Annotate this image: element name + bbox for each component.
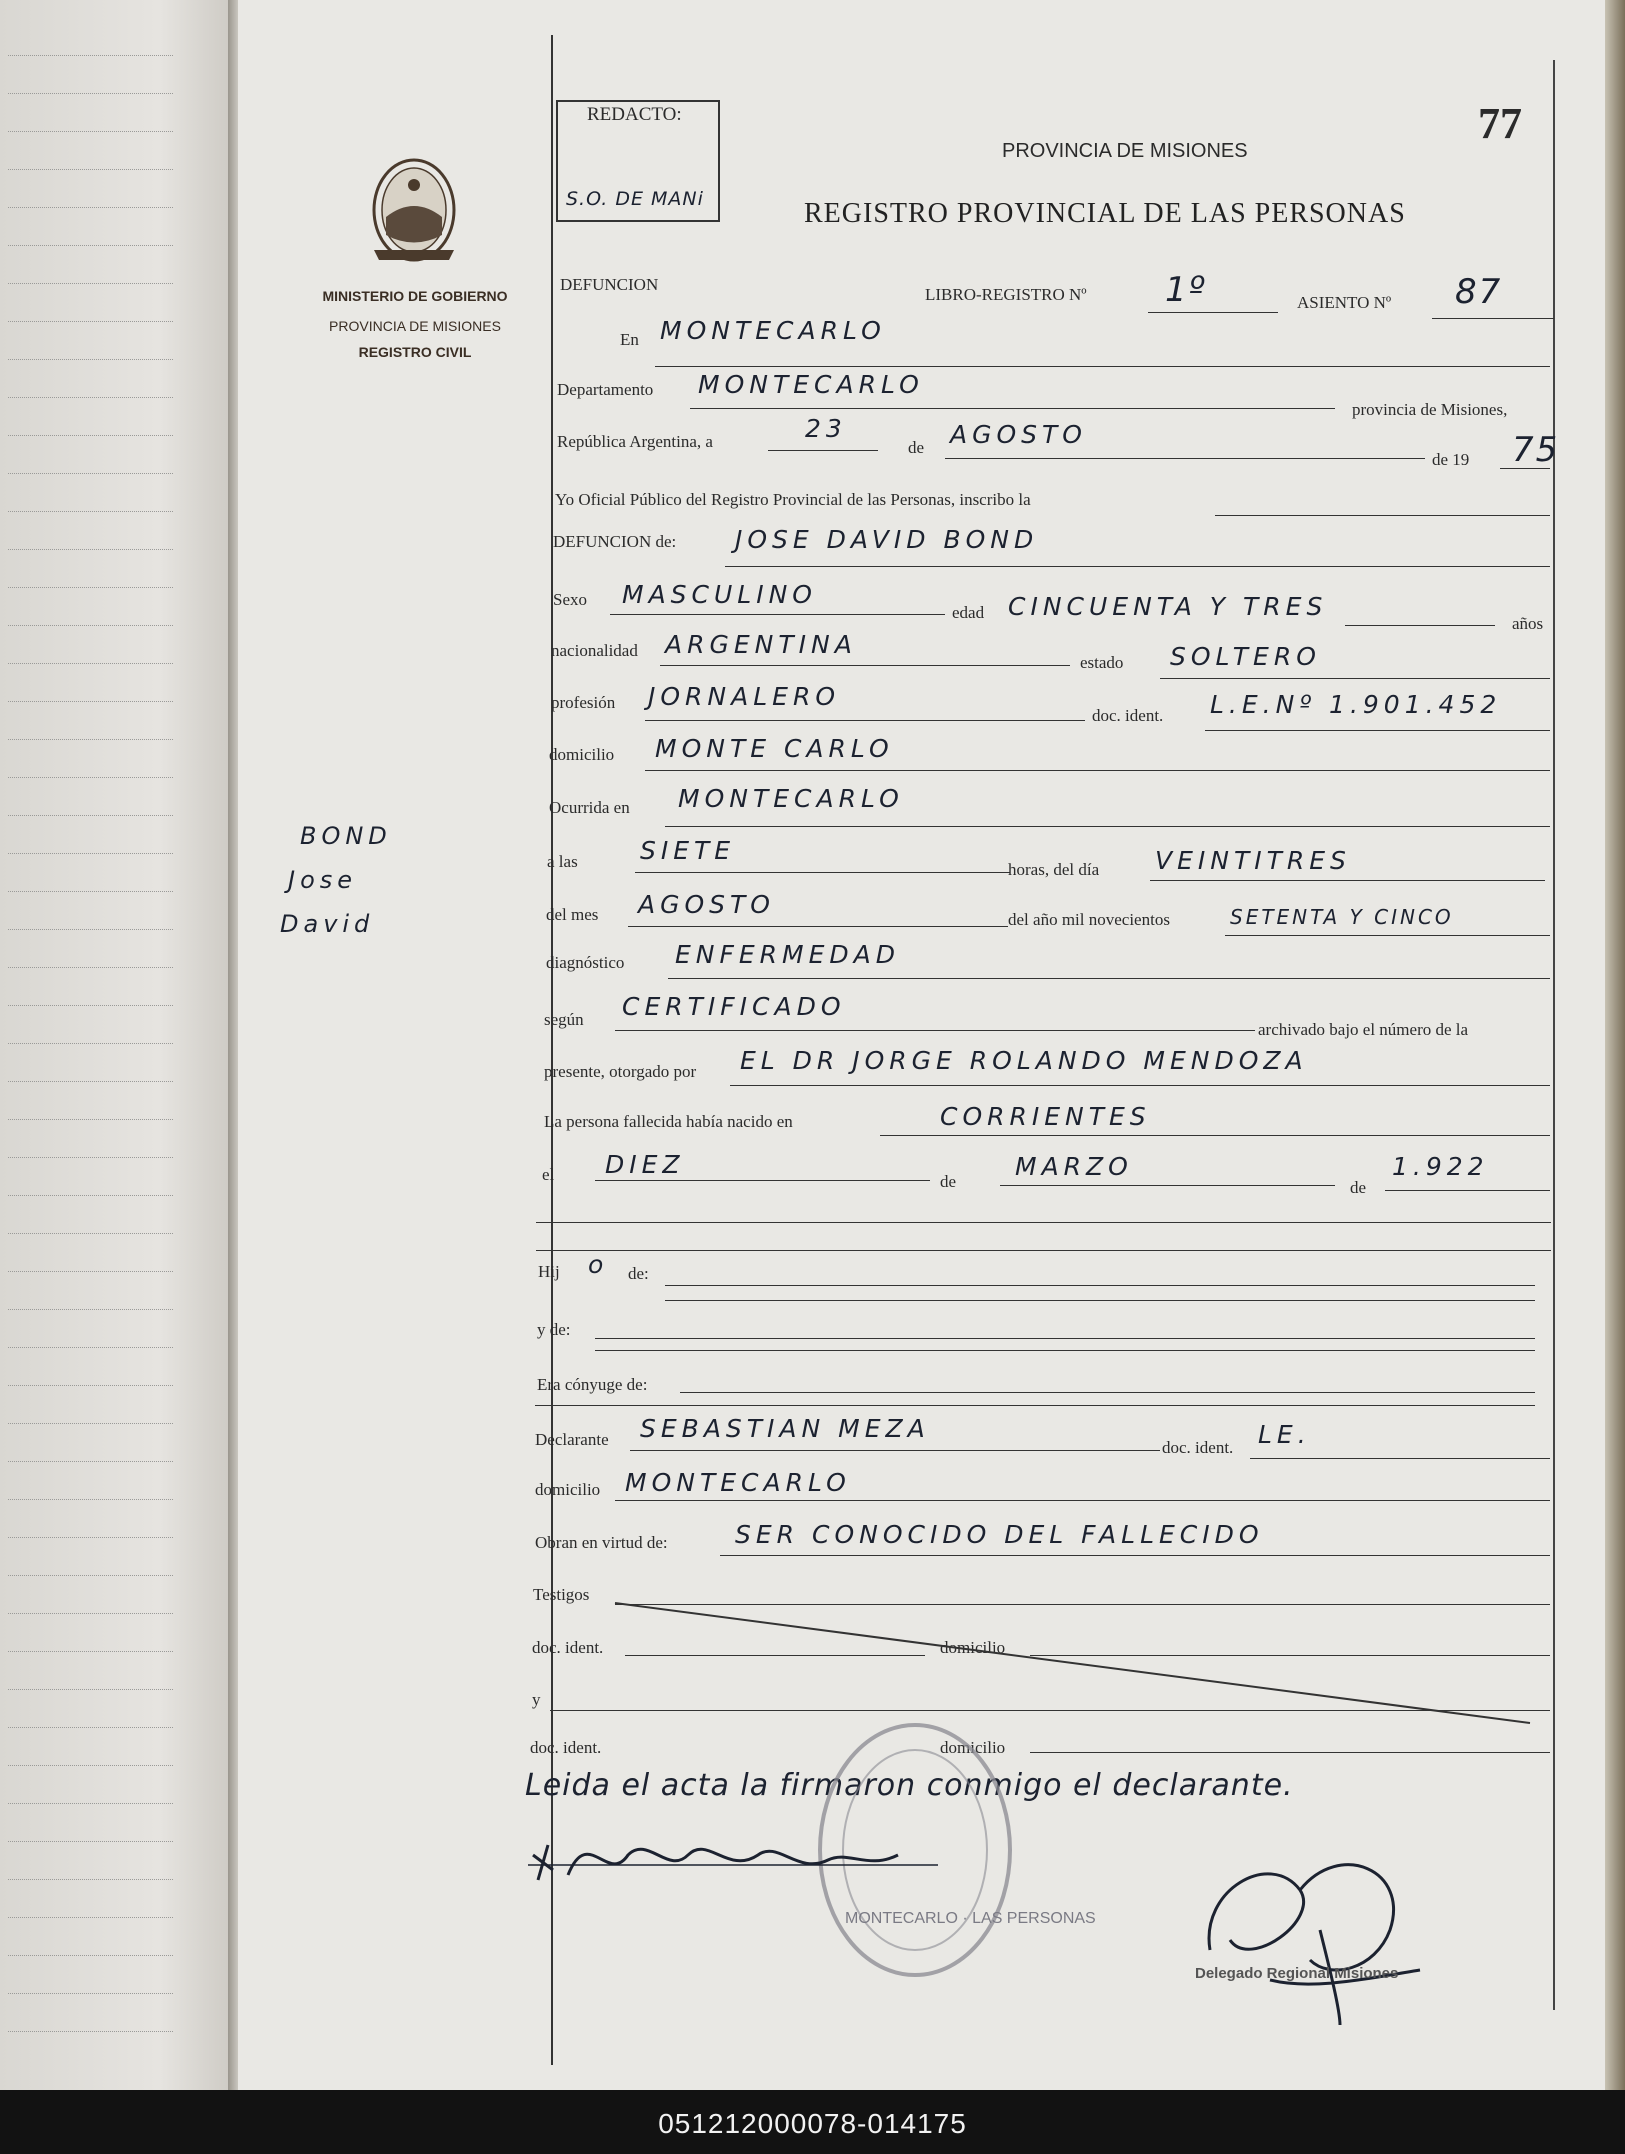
provincia-label: provincia de Misiones, [1352, 400, 1508, 419]
left-page-rule [8, 1499, 173, 1500]
sexo-line [610, 614, 945, 615]
y-label: y [532, 1690, 541, 1709]
left-page-rule [8, 1841, 173, 1842]
birth-day-line [595, 1180, 930, 1181]
left-page-rule [8, 625, 173, 626]
profesion-value: JORNALERO [648, 682, 840, 711]
hijo-line-2 [665, 1300, 1535, 1301]
dia-line [1150, 880, 1545, 881]
province-heading: PROVINCIA DE MISIONES [1002, 140, 1248, 162]
birth-year-line [1385, 1190, 1550, 1191]
left-page-rule [8, 2031, 173, 2032]
mes-label: del mes [546, 905, 599, 924]
diagnostico-label: diagnóstico [546, 953, 625, 972]
left-page [0, 0, 228, 2090]
nacido-line [880, 1135, 1550, 1136]
year-value: 75 [1512, 430, 1560, 470]
left-page-rule [8, 1727, 173, 1728]
left-page-rule [8, 739, 173, 740]
domicilio-value: MONTE CARLO [655, 734, 894, 763]
ocurrida-label: Ocurrida en [549, 798, 630, 817]
segun-value: CERTIFICADO [622, 992, 846, 1021]
deceased-name: JOSE DAVID BOND [735, 525, 1039, 554]
hora-value: SIETE [640, 836, 736, 865]
hijo-de-label: de: [628, 1264, 649, 1283]
left-page-rule [8, 815, 173, 816]
declarante-line [630, 1450, 1160, 1451]
official-signature [1190, 1830, 1430, 2030]
republica-label: República Argentina, a [557, 432, 713, 451]
left-page-rule [8, 1993, 173, 1994]
margin-middle-name: David [280, 910, 375, 938]
left-page-rule [8, 397, 173, 398]
margin-surname: BOND [300, 822, 392, 850]
section-rule [536, 1222, 1551, 1223]
asiento-line [1432, 318, 1554, 319]
horas-label: horas, del día [1008, 860, 1100, 879]
yde-line [595, 1338, 1535, 1339]
birth-day-value: DIEZ [605, 1150, 685, 1179]
left-page-rule [8, 435, 173, 436]
ano-label: del año mil novecientos [1008, 910, 1170, 929]
left-page-rule [8, 245, 173, 246]
day-value: 23 [805, 414, 847, 443]
left-page-rule [8, 587, 173, 588]
left-page-rule [8, 1917, 173, 1918]
presente-line [730, 1085, 1550, 1086]
oficial-text: Yo Oficial Público del Registro Provincial de las Personas, inscribo la [555, 490, 1031, 509]
departamento-label: Departamento [557, 380, 654, 399]
libro-line [1148, 312, 1278, 313]
mes-value: AGOSTO [638, 890, 775, 919]
left-page-rule [8, 1879, 173, 1880]
obran-line [720, 1555, 1550, 1556]
left-page-rule [8, 55, 173, 56]
month-value: AGOSTO [950, 420, 1087, 449]
domicilio-line [645, 770, 1550, 771]
doc-label: doc. ident. [1092, 706, 1164, 725]
yde-label: y de: [537, 1320, 571, 1339]
profesion-label: profesión [551, 693, 616, 712]
left-page-rule [8, 1613, 173, 1614]
nacionalidad-line [660, 665, 1070, 666]
dia-value: VEINTITRES [1155, 846, 1351, 875]
left-page-rule [8, 1651, 173, 1652]
redacto-label: REDACTO: [587, 104, 682, 125]
form-right-border [1553, 60, 1555, 2010]
scan-id: 051212000078-014175 [658, 2108, 967, 2139]
page-number: 77 [1478, 99, 1522, 148]
year-label: de 19 [1432, 450, 1470, 469]
registry-heading: REGISTRO PROVINCIAL DE LAS PERSONAS [804, 198, 1406, 229]
left-page-rule [8, 207, 173, 208]
en-label: En [620, 330, 639, 349]
left-page-rule [8, 1423, 173, 1424]
testigos-label: Testigos [533, 1585, 590, 1604]
declarante-dom-value: MONTECARLO [625, 1468, 851, 1497]
en-line [655, 366, 1550, 367]
archivado-label: archivado bajo el número de la [1258, 1020, 1469, 1039]
left-page-rule [8, 701, 173, 702]
left-page-rule [8, 359, 173, 360]
obran-value: SER CONOCIDO DEL FALLECIDO [735, 1520, 1264, 1549]
round-stamp-text: MONTECARLO · LAS PERSONAS [845, 1910, 1096, 1927]
declarante-value: SEBASTIAN MEZA [640, 1414, 930, 1443]
left-page-rule [8, 929, 173, 930]
redacto-value: S.O. DE MANi [566, 188, 704, 210]
margin-first-name: Jose [288, 866, 358, 894]
diagnostico-line [668, 978, 1550, 979]
left-page-rule [8, 891, 173, 892]
birth-month-line [1000, 1185, 1335, 1186]
estado-label: estado [1080, 653, 1124, 672]
deceased-line [725, 566, 1550, 567]
left-page-rule [8, 511, 173, 512]
libro-label: LIBRO-REGISTRO Nº [925, 285, 1087, 304]
hijo-label: Hij [538, 1262, 560, 1281]
left-page-rule [8, 1271, 173, 1272]
left-page-rule [8, 1803, 173, 1804]
oficial-line [1215, 515, 1550, 516]
left-page-rule [8, 1955, 173, 1956]
ano-value: SETENTA Y CINCO [1230, 905, 1454, 929]
ministry-line-3: REGISTRO CIVIL [358, 344, 472, 360]
declarante-dom-line [615, 1500, 1550, 1501]
left-page-rule [8, 1081, 173, 1082]
ministry-line-1: MINISTERIO DE GOBIERNO [322, 288, 508, 304]
hijo-suffix: o [588, 1250, 609, 1279]
el-label: el [542, 1165, 555, 1184]
sexo-value: MASCULINO [622, 580, 817, 609]
nacido-value: CORRIENTES [940, 1102, 1151, 1131]
left-page-rule [8, 549, 173, 550]
closing-note: Leida el acta la firmaron conmigo el declarante. [525, 1768, 1294, 1803]
left-page-rule [8, 663, 173, 664]
sexo-label: Sexo [553, 590, 587, 609]
left-page-rule [8, 853, 173, 854]
left-page-rule [8, 777, 173, 778]
nacionalidad-value: ARGENTINA [665, 630, 857, 659]
diagnostico-value: ENFERMEDAD [675, 940, 901, 969]
year-line [1500, 468, 1550, 469]
hora-line [635, 872, 1010, 873]
official-stamp-text: Delegado Regional Misiones [1195, 1965, 1399, 1982]
alas-label: a las [547, 852, 578, 871]
section-rule-2 [536, 1250, 1551, 1251]
form-left-border [551, 35, 553, 2065]
left-page-rule [8, 1157, 173, 1158]
nacionalidad-label: nacionalidad [551, 641, 638, 660]
left-page-rule [8, 1575, 173, 1576]
left-page-rule [8, 169, 173, 170]
defuncion-heading: DEFUNCION [560, 275, 659, 294]
left-page-rule [8, 1043, 173, 1044]
left-page-rule [8, 473, 173, 474]
left-page-rule [8, 1461, 173, 1462]
conyuge-line [680, 1392, 1535, 1393]
left-page-rule [8, 1537, 173, 1538]
segun-line [615, 1030, 1255, 1031]
ocurrida-line [665, 826, 1550, 827]
declarante-dom-label: domicilio [535, 1480, 601, 1499]
yde-line-2 [595, 1350, 1535, 1351]
left-page-rule [8, 283, 173, 284]
declarante-label: Declarante [535, 1430, 609, 1449]
profesion-line [645, 720, 1085, 721]
mes-line [628, 926, 1008, 927]
conyuge-label: Era cónyuge de: [537, 1375, 648, 1394]
left-page-rule [8, 131, 173, 132]
t2-dom-label: domicilio [940, 1738, 1006, 1757]
conyuge-line-2 [535, 1405, 1535, 1406]
left-page-rule [8, 1347, 173, 1348]
left-page-rule [8, 1005, 173, 1006]
de3-label: de [1350, 1178, 1367, 1197]
domicilio-label: domicilio [549, 745, 615, 764]
declarante-doc-line [1250, 1458, 1550, 1459]
libro-value: 1º [1165, 270, 1207, 310]
t-doc-label: doc. ident. [532, 1638, 604, 1657]
left-page-rule [8, 1233, 173, 1234]
left-page-rule [8, 1765, 173, 1766]
doc-value: L.E.Nº 1.901.452 [1210, 690, 1502, 719]
t2-doc-label: doc. ident. [530, 1738, 602, 1757]
day-line [768, 450, 878, 451]
declarante-doc-label: doc. ident. [1162, 1438, 1234, 1457]
ano-line [1225, 935, 1550, 936]
presente-label: presente, otorgado por [544, 1062, 697, 1081]
left-page-rule [8, 1119, 173, 1120]
anos-label: años [1512, 614, 1544, 633]
doc-line [1205, 730, 1550, 731]
month-line [945, 458, 1425, 459]
ocurrida-value: MONTECARLO [678, 784, 904, 813]
obran-label: Obran en virtud de: [535, 1533, 668, 1552]
birth-year-value: 1.922 [1392, 1152, 1489, 1181]
birth-month-value: MARZO [1015, 1152, 1133, 1181]
left-page-rule [8, 1195, 173, 1196]
segun-label: según [544, 1010, 584, 1029]
edad-line [1345, 625, 1495, 626]
declarante-doc-value: LE. [1258, 1420, 1311, 1449]
asiento-value: 87 [1455, 272, 1503, 312]
de2-label: de [940, 1172, 957, 1191]
book-gutter [228, 0, 238, 2090]
departamento-value: MONTECARLO [698, 370, 924, 399]
testigos-strike-line [540, 1598, 1540, 1738]
coat-of-arms-seal [364, 155, 464, 270]
t2-dom-line [1030, 1752, 1550, 1753]
ministry-line-2: PROVINCIA DE MISIONES [329, 318, 501, 334]
t-dom-label: domicilio [940, 1638, 1006, 1657]
defuncion-de-label: DEFUNCION de: [553, 532, 677, 551]
left-page-rule [8, 967, 173, 968]
declarante-signature-text [600, 1842, 713, 1863]
presente-value: EL DR JORGE ROLANDO MENDOZA [740, 1046, 1308, 1075]
de-label: de [908, 438, 925, 457]
declarante-signature [528, 1815, 948, 1905]
en-value: MONTECARLO [660, 316, 886, 345]
edad-value: CINCUENTA Y TRES [1008, 592, 1328, 621]
page-edge [1605, 0, 1625, 2090]
left-page-rule [8, 1689, 173, 1690]
left-page-rule [8, 321, 173, 322]
left-page-rule [8, 1385, 173, 1386]
estado-value: SOLTERO [1170, 642, 1321, 671]
edad-label: edad [952, 603, 985, 622]
nacido-label: La persona fallecida había nacido en [544, 1112, 793, 1131]
departamento-line [690, 408, 1335, 409]
left-page-rule [8, 93, 173, 94]
hijo-line [665, 1285, 1535, 1286]
asiento-label: ASIENTO Nº [1297, 293, 1392, 312]
estado-line [1160, 678, 1550, 679]
left-page-rule [8, 1309, 173, 1310]
